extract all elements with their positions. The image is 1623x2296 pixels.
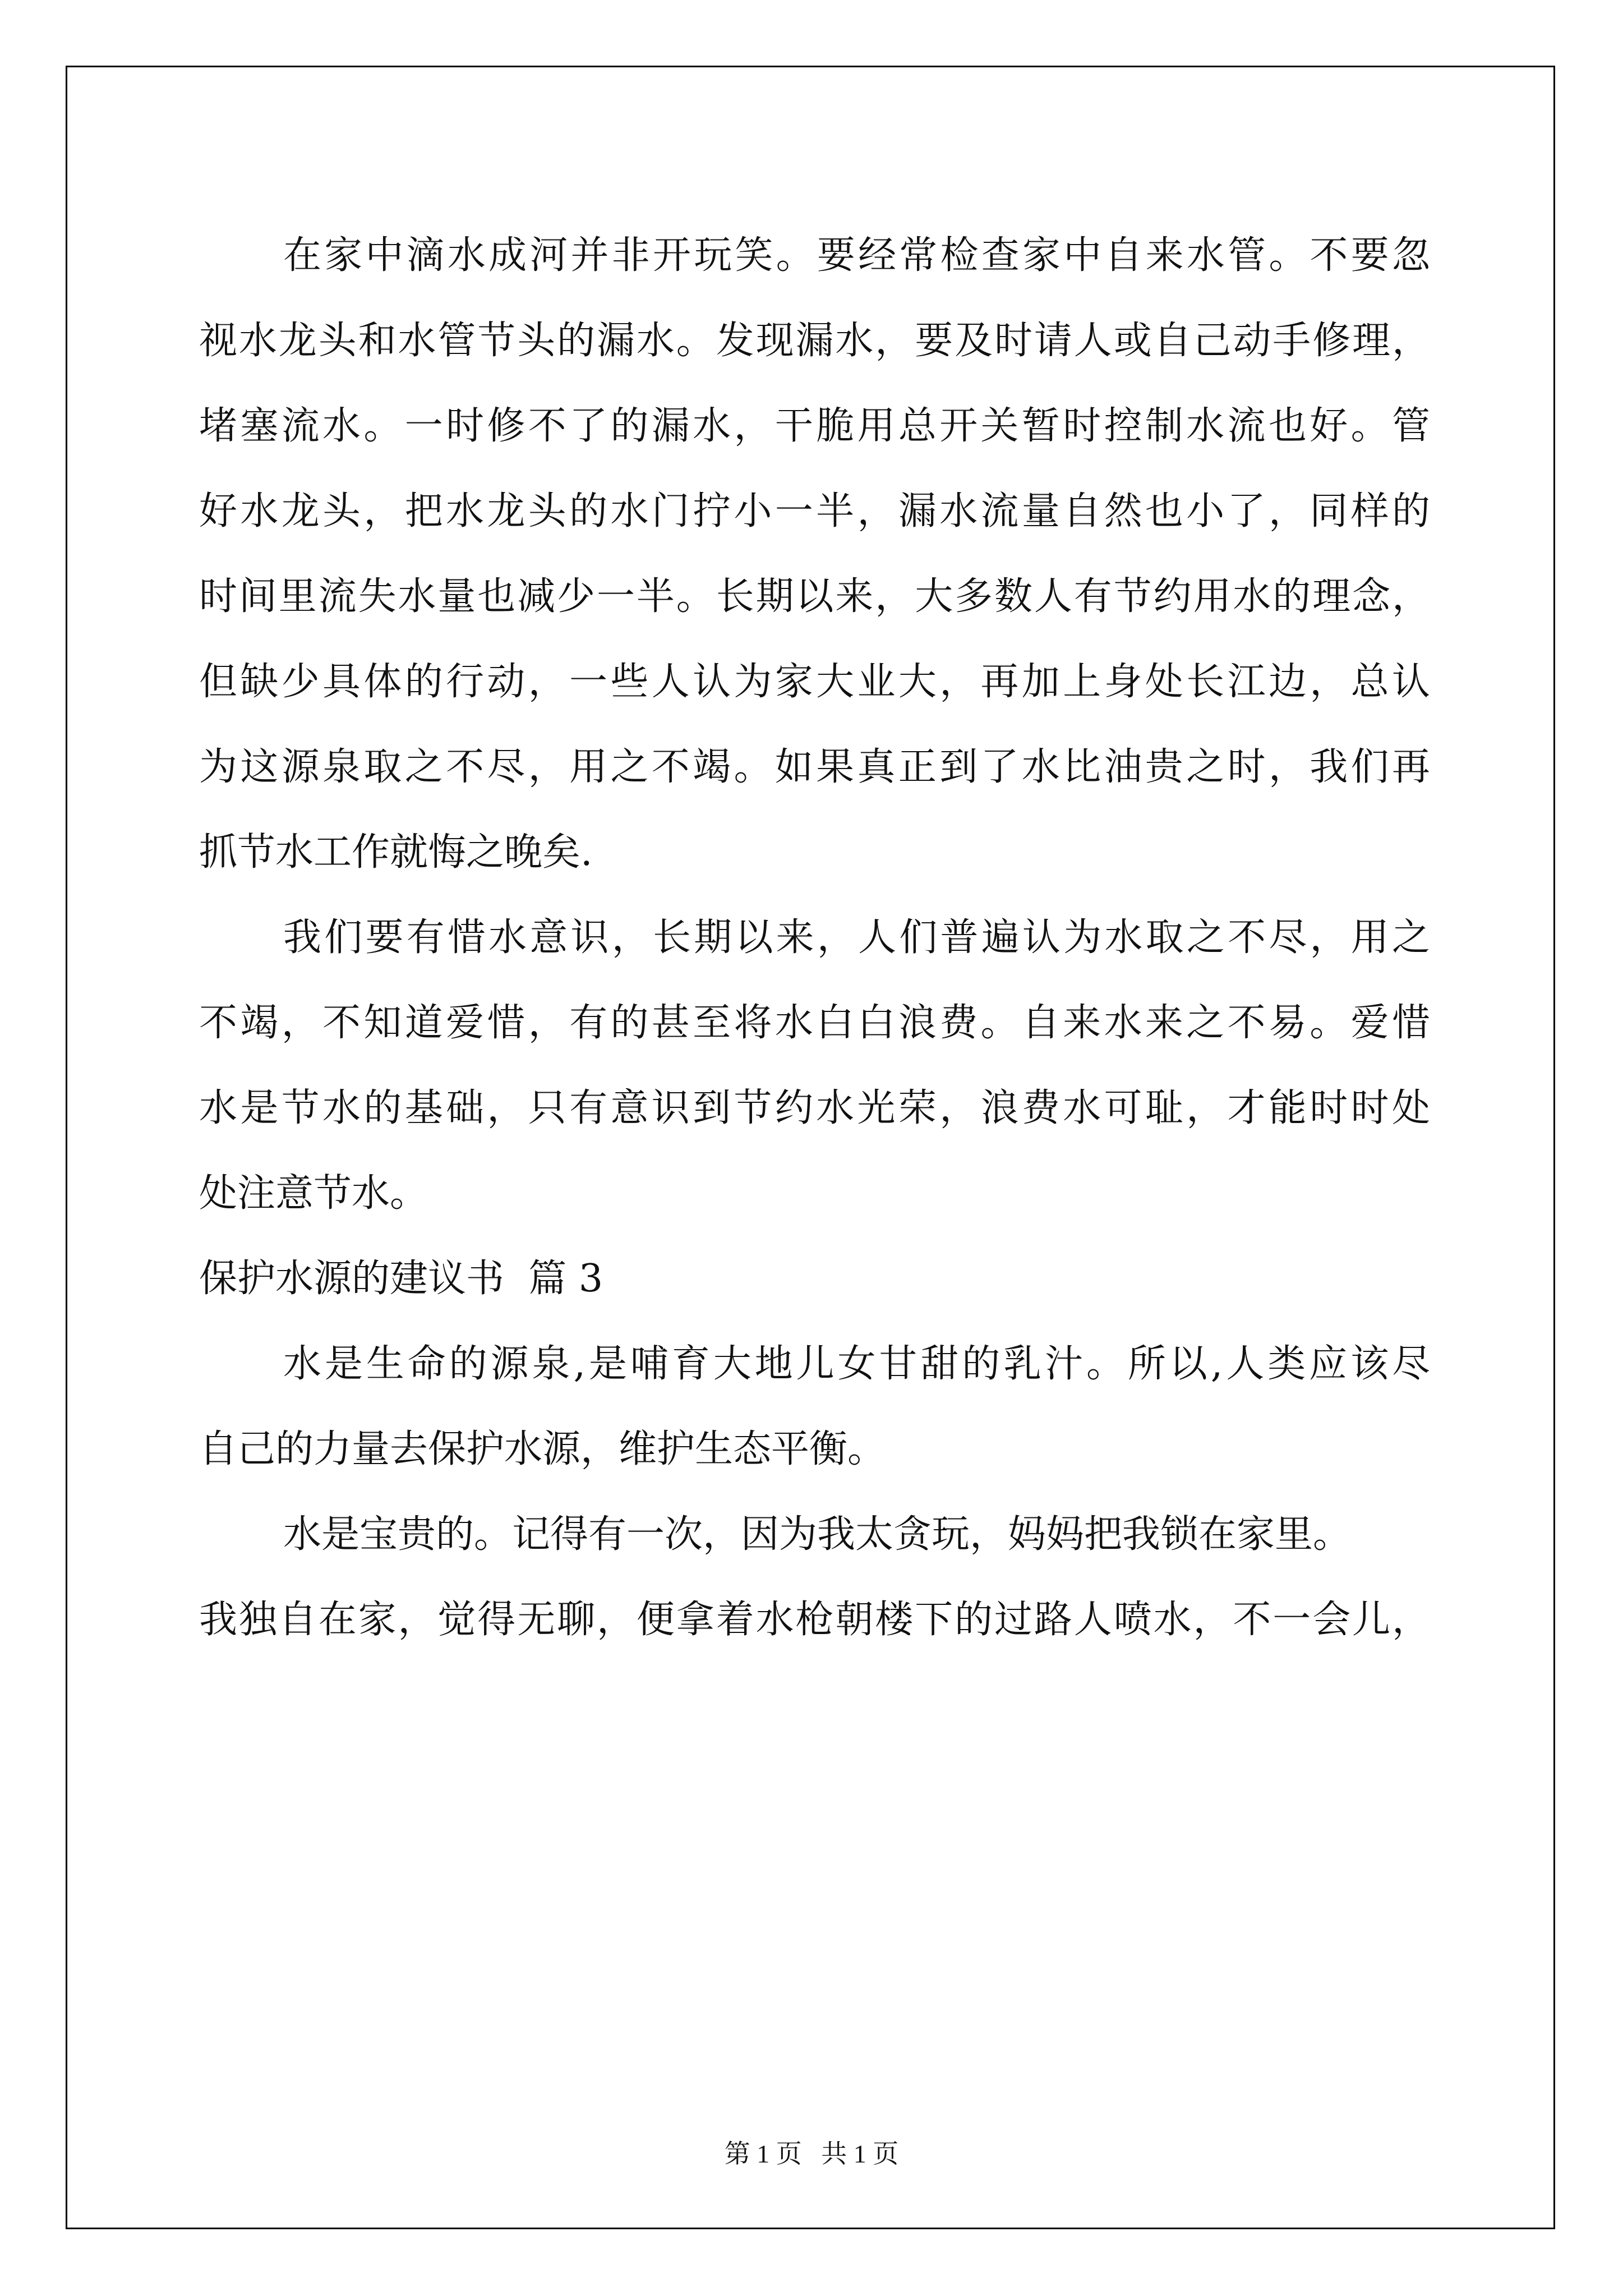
paragraph-line: 处注意节水。 <box>199 1171 428 1216</box>
paragraph-line: 视水龙头和水管节头的漏水。发现漏水，要及时请人或自己动手修理， <box>199 319 1430 363</box>
paragraph-line: 在家中滴水成河并非开玩笑。要经常检查家中自来水管。不要忽 <box>283 233 1430 278</box>
section-heading: 保护水源的建议书 篇 3 <box>199 1257 603 1301</box>
paragraph-line: 水是节水的基础，只有意识到节约水光荣，浪费水可耻，才能时时处 <box>199 1086 1430 1130</box>
paragraph-2 <box>199 895 1430 1236</box>
paragraph-line: 抓节水工作就悔之晚矣. <box>199 830 593 875</box>
paragraph-line: 为这源泉取之不尽，用之不竭。如果真正到了水比油贵之时，我们再 <box>199 745 1430 789</box>
paragraph-line: 不竭，不知道爱惜，有的甚至将水白白浪费。自来水来之不易。爱惜 <box>199 1001 1430 1045</box>
paragraph-line: 堵塞流水。一时修不了的漏水，干脆用总开关暂时控制水流也好。管 <box>199 404 1430 448</box>
paragraph-4 <box>199 1492 1430 1663</box>
paragraph-line: 自己的力量去保护水源，维护生态平衡。 <box>199 1427 886 1471</box>
paragraph-3 <box>199 1322 1430 1492</box>
page-number-footer: 第 1 页 共 1 页 <box>724 2139 899 2168</box>
paragraph-1 <box>199 213 1430 895</box>
paragraph-line: 时间里流失水量也减少一半。长期以来，大多数人有节约用水的理念， <box>199 574 1430 619</box>
paragraph-line: 但缺少具体的行动，一些人认为家大业大，再加上身处长江边，总认 <box>199 660 1430 704</box>
paragraph-line: 好水龙头，把水龙头的水门拧小一半，漏水流量自然也小了，同样的 <box>199 489 1430 533</box>
document-body <box>199 213 1430 1663</box>
paragraph-line: 我们要有惜水意识，长期以来，人们普遍认为水取之不尽，用之 <box>283 915 1430 960</box>
paragraph-line: 水是宝贵的。记得有一次，因为我太贪玩，妈妈把我锁在家里。 <box>283 1512 1352 1557</box>
paragraph-line: 我独自在家，觉得无聊，便拿着水枪朝楼下的过路人喷水，不一会儿， <box>199 1598 1430 1642</box>
paragraph-line: 水是生命的源泉,是哺育大地儿女甘甜的乳汁。所以,人类应该尽 <box>283 1342 1430 1386</box>
